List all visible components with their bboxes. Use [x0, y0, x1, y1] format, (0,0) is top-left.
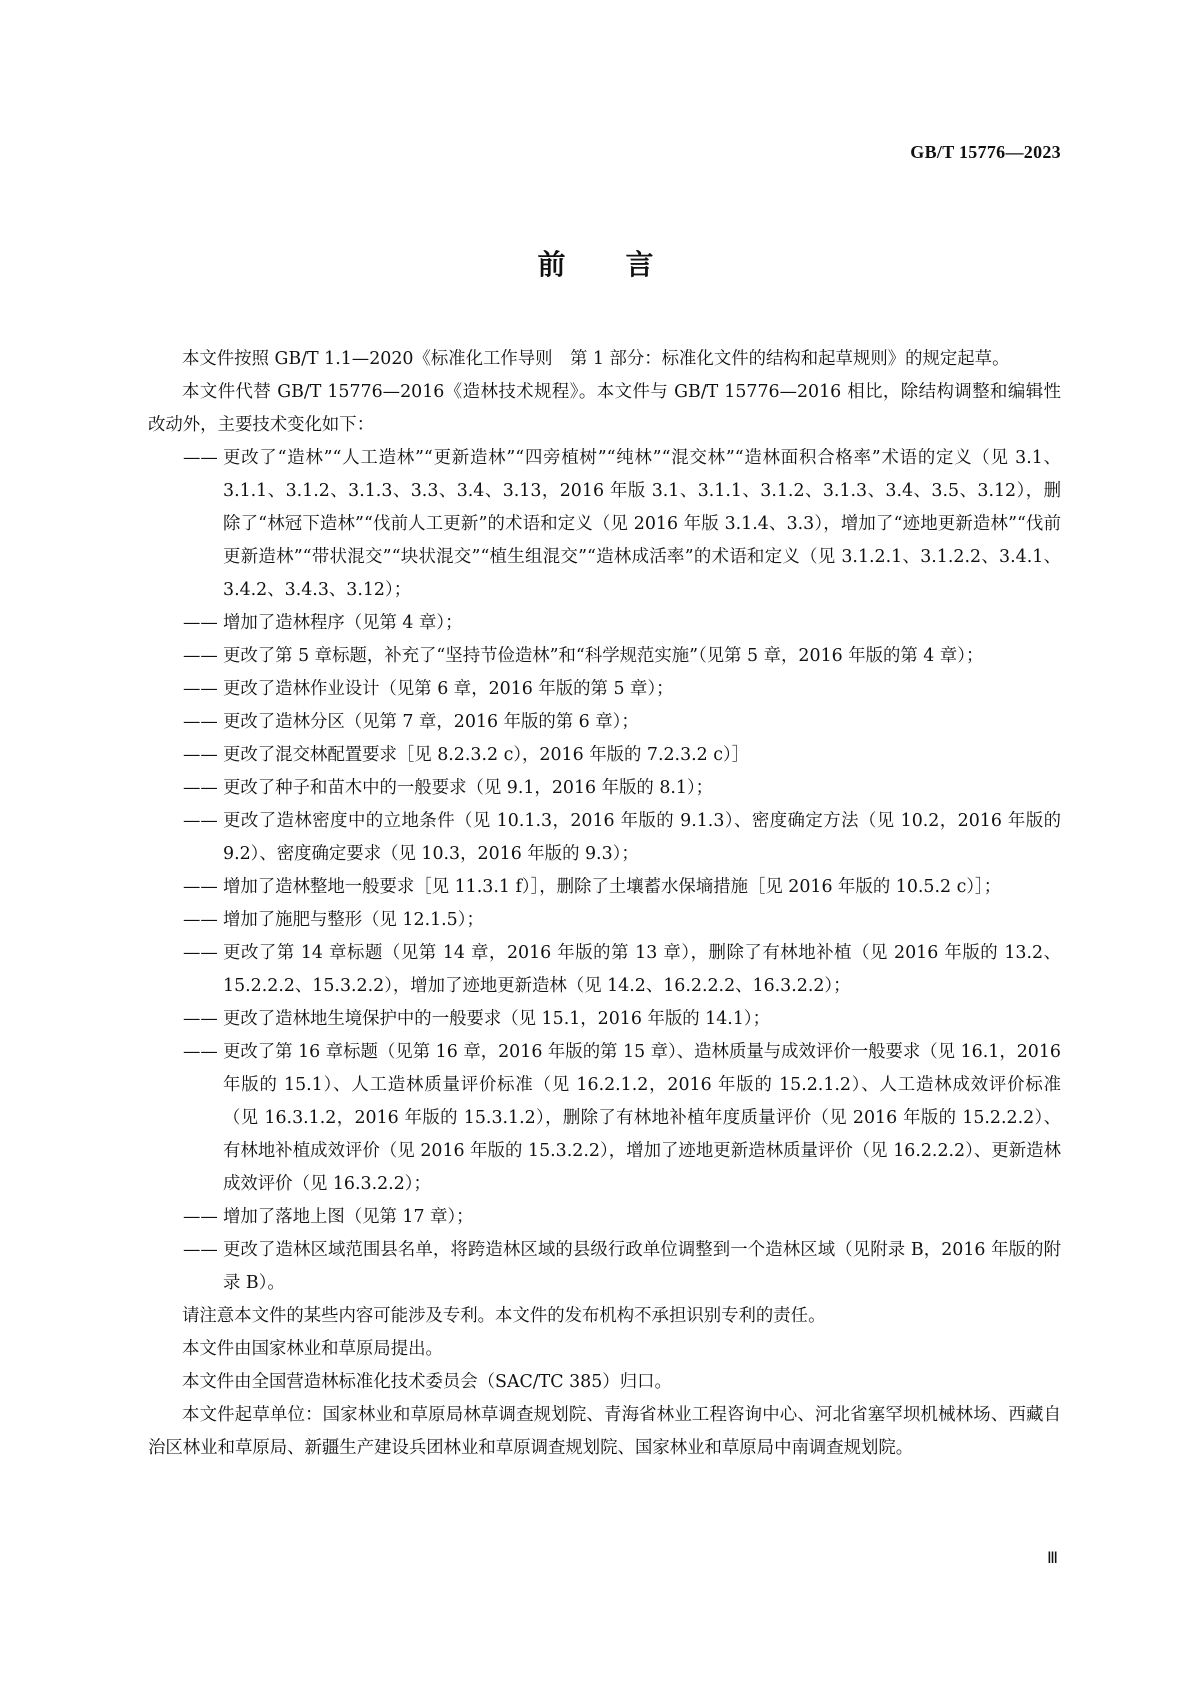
list-item [148, 739, 1061, 772]
list-item [148, 1036, 1061, 1201]
list-item-text: 更改了“造林”“人工造林”“更新造林”“四旁植树”“纯林”“混交林”“造林面积合格率”术语的定义（见 3.1、3.1.1、3.1.2、3.1.3、3.3、3.4、3.13，2016 年版 3.1、3.1.1、3.1.2、3.1.3、3.4、3.5、3.12），删除了“林冠下造林”“伐前人工更新”的术语和定义（见 2016 年版 3.1.4、3.3），增加了“迹地更新造林”“伐前更新造林”“带状混交”“块状混交”“植生组混交”“造林成活率”的术语和定义（见 3.1.2.1、3.1.2.2、3.4.1、3.4.2、3.4.3、3.12）； [223, 448, 1061, 600]
list-item-text: 更改了造林作业设计（见第 6 章，2016 年版的第 5 章）； [223, 679, 674, 699]
dash-marker: —— [183, 811, 218, 831]
dash-marker: —— [183, 646, 218, 666]
list-item-text: 更改了造林地生境保护中的一般要求（见 15.1，2016 年版的 14.1）； [223, 1009, 770, 1029]
list-item-text: 增加了造林程序（见第 4 章）； [223, 613, 463, 633]
list-item-text: 更改了第 16 章标题（见第 16 章，2016 年版的第 15 章）、造林质量与成效评价一般要求（见 16.1，2016 年版的 15.1）、人工造林质量评价标准（见 16.2.1.2，2016 年版的 15.2.1.2）、人工造林成效评价标准（见 16.3.1.2，2016 年版的 15.3.1.2），删除了有林地补植年度质量评价（见 2016 年版的 15.2.2.2）、有林地补植成效评价（见 2016 年版的 15.3.2.2），增加了迹地更新造林质量评价（见 16.2.2.2）、更新造林成效评价（见 16.3.2.2）； [223, 1042, 1061, 1194]
list-item-text: 增加了落地上图（见第 17 章）； [223, 1207, 474, 1227]
dash-marker: —— [183, 778, 218, 798]
list-item [148, 805, 1061, 871]
list-item [148, 937, 1061, 1003]
list-item-text: 更改了第 5 章标题，补充了“坚持节俭造林”和“科学规范实施”（见第 5 章，2016 年版的第 4 章）； [223, 646, 984, 666]
page-title: 前言 [537, 248, 714, 281]
list-item-text: 更改了混交林配置要求［见 8.2.3.2 c），2016 年版的 7.2.3.2 c）］ [223, 745, 750, 765]
committee-statement: 本文件由全国营造林标准化技术委员会（SAC/TC 385）归口。 [182, 1372, 672, 1392]
list-item [148, 1003, 1061, 1036]
list-item-text: 增加了施肥与整形（见 12.1.5）； [223, 910, 484, 930]
dash-marker: —— [183, 448, 218, 468]
dash-marker: —— [183, 943, 218, 963]
dash-marker: —— [183, 910, 218, 930]
list-item [148, 1234, 1061, 1300]
dash-marker: —— [183, 712, 218, 732]
dash-marker: —— [183, 679, 218, 699]
list-item-text: 增加了造林整地一般要求［见 11.3.1 f）］，删除了土壤蓄水保墒措施［见 2016 年版的 10.5.2 c）］； [223, 877, 1002, 897]
dash-marker: —— [183, 1009, 218, 1029]
list-item-text: 更改了种子和苗木中的一般要求（见 9.1，2016 年版的 8.1）； [223, 778, 714, 798]
list-item [148, 871, 1061, 904]
intro-paragraph: 本文件代替 GB/T 15776—2016《造林技术规程》。本文件与 GB/T 15776—2016 相比，除结构调整和编辑性改动外，主要技术变化如下： [148, 382, 1061, 435]
list-item-text: 更改了造林密度中的立地条件（见 10.1.3，2016 年版的 9.1.3）、密度确定方法（见 10.2，2016 年版的 9.2）、密度确定要求（见 10.3，2016 年版的 9.3）； [223, 811, 1061, 864]
list-item-text: 更改了第 14 章标题（见第 14 章，2016 年版的第 13 章），删除了有林地补植（见 2016 年版的 13.2、15.2.2.2、15.3.2.2），增加了迹地更新造林（见 14.2、16.2.2.2、16.3.2.2）； [223, 943, 1061, 996]
list-item [148, 772, 1061, 805]
drafting-units: 本文件起草单位：国家林业和草原局林草调查规划院、青海省林业工程咨询中心、河北省塞罕坝机械林场、西藏自治区林业和草原局、新疆生产建设兵团林业和草原调查规划院、国家林业和草原局中南调查规划院。 [148, 1405, 1061, 1458]
page-number: Ⅲ [1046, 1550, 1058, 1567]
dash-marker: —— [183, 1207, 218, 1227]
patent-notice: 请注意本文件的某些内容可能涉及专利。本文件的发布机构不承担识别专利的责任。 [182, 1306, 826, 1326]
dash-marker: —— [183, 1042, 218, 1062]
document-body [148, 343, 1061, 1465]
list-item [148, 673, 1061, 706]
list-item [148, 442, 1061, 607]
dash-marker: —— [183, 613, 218, 633]
dash-marker: —— [183, 1240, 218, 1260]
list-item-text: 更改了造林分区（见第 7 章，2016 年版的第 6 章）； [223, 712, 639, 732]
document-code: GB/T 15776—2023 [910, 142, 1061, 162]
proposer-statement: 本文件由国家林业和草原局提出。 [182, 1339, 443, 1359]
list-item [148, 640, 1061, 673]
intro-paragraph: 本文件按照 GB/T 1.1—2020《标准化工作导则 第 1 部分：标准化文件的结构和起草规则》的规定起草。 [182, 349, 1010, 369]
list-item [148, 1201, 1061, 1234]
list-item [148, 904, 1061, 937]
changes-list [148, 442, 1061, 1300]
list-item [148, 607, 1061, 640]
list-item-text: 更改了造林区域范围县名单，将跨造林区域的县级行政单位调整到一个造林区域（见附录 B，2016 年版的附录 B）。 [223, 1240, 1061, 1293]
dash-marker: —— [183, 877, 218, 897]
dash-marker: —— [183, 745, 218, 765]
list-item [148, 706, 1061, 739]
